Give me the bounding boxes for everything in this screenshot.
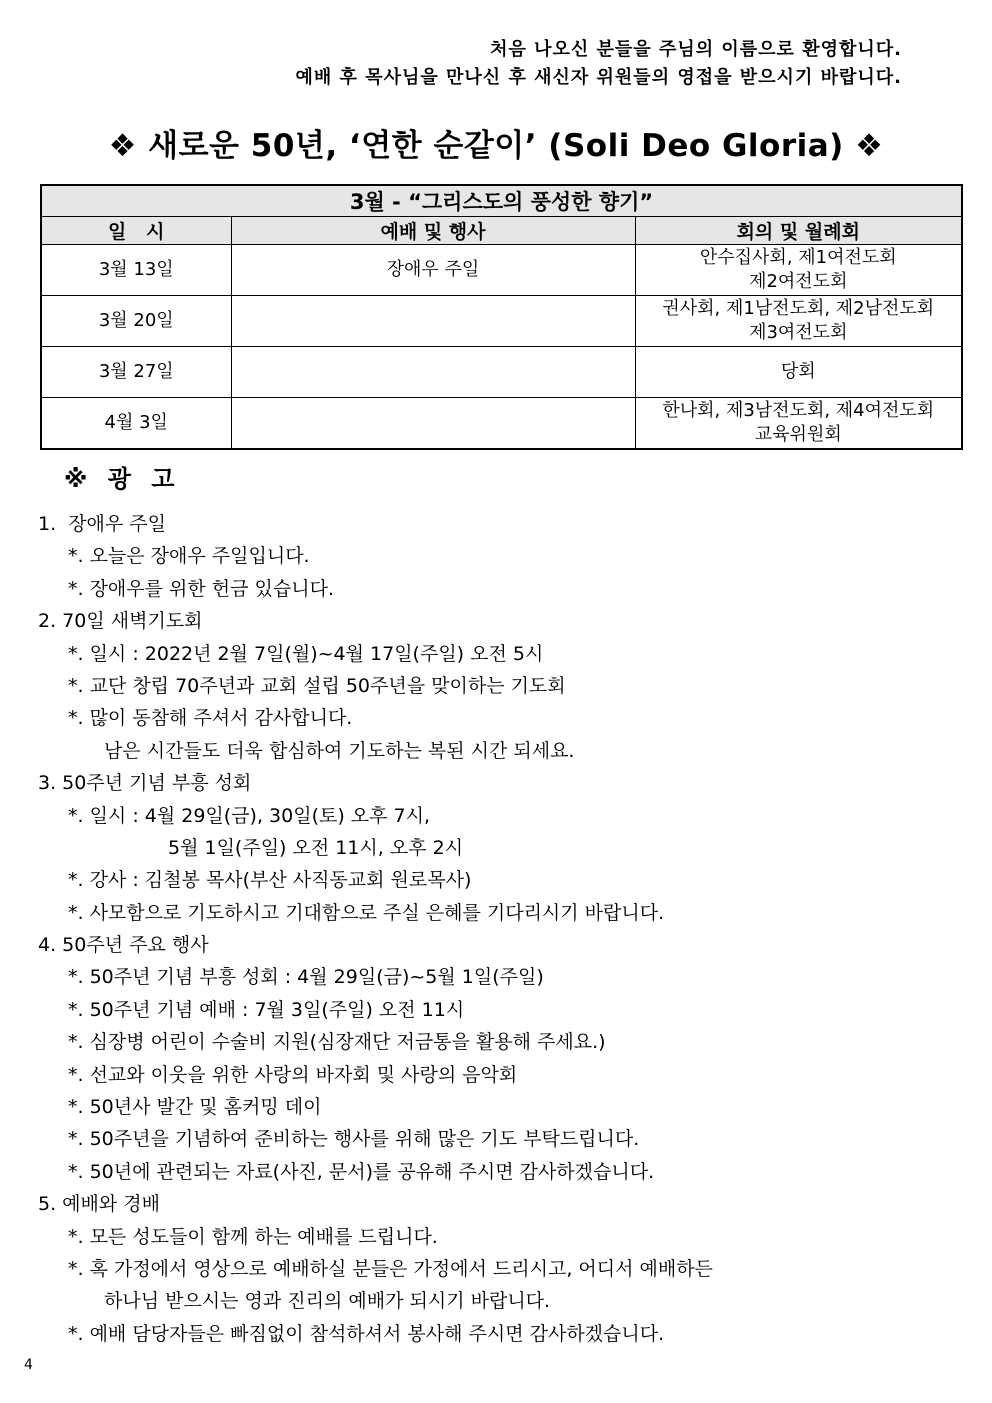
announcement-item: *. 일시 : 2022년 2월 7일(월)~4월 17일(주일) 오전 5시 [68, 642, 544, 665]
welcome-line-2: 예배 후 목사님을 만나신 후 새신자 위원들의 영접을 받으시기 바랍니다. [295, 67, 902, 88]
announcement-item: *. 사모함으로 기도하시고 기대함으로 주실 은혜를 기다리시기 바랍니다. [68, 901, 665, 924]
row-meeting [635, 347, 962, 398]
schedule-table [40, 184, 963, 450]
header-event: 예배 및 행사 [231, 217, 635, 245]
row-meeting-line-2: 제3여전도회 [749, 322, 848, 343]
page-title: ❖ 새로운 50년, ‘연한 순같이’ (Soli Deo Gloria) ❖ [108, 128, 884, 164]
announcement-item: *. 오늘은 장애우 주일입니다. [68, 545, 310, 568]
row-event [231, 398, 635, 450]
announcement-item: *. 교단 창립 70주년과 교회 설립 50주년을 맞이하는 기도회 [68, 674, 566, 697]
row-date: 4월 3일 [41, 398, 231, 450]
announcement-item: *. 심장병 어린이 수술비 지원(심장재단 저금통을 활용해 주세요.) [68, 1031, 606, 1054]
header-date: 일 시 [41, 217, 231, 245]
announcements-heading: ※ 광 고 [64, 465, 181, 493]
row-meeting [635, 398, 962, 450]
announcement-item-continued: 하나님 받으시는 영과 진리의 예배가 되시기 바랍니다. [104, 1290, 551, 1313]
schedule-caption-row [41, 185, 962, 217]
announcement-item: *. 선교와 이웃을 위한 사랑의 바자회 및 사랑의 음악회 [68, 1063, 518, 1086]
announcement-heading-4: 4. 50주년 주요 행사 [38, 934, 209, 957]
announcement-item: *. 많이 동참해 주셔서 감사합니다. [68, 707, 353, 730]
announcement-item: *. 혹 가정에서 영상으로 예배하실 분들은 가정에서 드리시고, 어디서 예배하든 [68, 1257, 713, 1280]
row-meeting-line-1: 안수집사회, 제1여전도회 [699, 247, 897, 268]
table-row [41, 245, 962, 296]
welcome-line-1: 처음 나오신 분들을 주님의 이름으로 환영합니다. [490, 39, 902, 60]
table-row [41, 296, 962, 347]
row-meeting [635, 296, 962, 347]
row-meeting-line-2: 교육위원회 [754, 424, 842, 445]
row-meeting-line-1: 한나회, 제3남전도회, 제4여전도회 [662, 400, 935, 421]
row-event [231, 296, 635, 347]
announcement-heading-2: 2. 70일 새벽기도회 [38, 610, 203, 633]
announcement-item: *. 50주년 기념 예배 : 7월 3일(주일) 오전 11시 [68, 998, 465, 1021]
row-event: 장애우 주일 [231, 245, 635, 296]
page-number: 4 [24, 1357, 33, 1373]
row-meeting-line-1: 권사회, 제1남전도회, 제2남전도회 [662, 298, 935, 319]
announcement-item: *. 50주년을 기념하여 준비하는 행사를 위해 많은 기도 부탁드립니다. [68, 1128, 640, 1151]
announcement-item: *. 모든 성도들이 함께 하는 예배를 드립니다. [68, 1225, 438, 1248]
announcement-item-continued: 남은 시간들도 더욱 합심하여 기도하는 복된 시간 되세요. [104, 739, 575, 762]
row-date: 3월 13일 [41, 245, 231, 296]
announcement-heading-3: 3. 50주년 기념 부흥 성회 [38, 772, 252, 795]
row-meeting [635, 245, 962, 296]
header-meeting: 회의 및 월례회 [635, 217, 962, 245]
announcement-item: *. 50년사 발간 및 홈커밍 데이 [68, 1096, 322, 1119]
announcement-item: *. 강사 : 김철봉 목사(부산 사직동교회 원로목사) [68, 869, 472, 892]
row-meeting-line-1: 당회 [780, 361, 816, 382]
table-row [41, 347, 962, 398]
announcements-list [38, 508, 968, 1350]
announcement-heading-5: 5. 예배와 경배 [38, 1193, 160, 1216]
schedule-header-row [41, 217, 962, 245]
announcement-item: *. 예배 담당자들은 빠짐없이 참석하셔서 봉사해 주시면 감사하겠습니다. [68, 1322, 665, 1345]
announcement-item: *. 50주년 기념 부흥 성회 : 4월 29일(금)~5월 1일(주일) [68, 966, 544, 989]
announcement-heading-1: 1. 장애우 주일 [38, 513, 167, 535]
row-event [231, 347, 635, 398]
announcement-item: *. 50년에 관련되는 자료(사진, 문서)를 공유해 주시면 감사하겠습니다. [68, 1160, 655, 1183]
table-row [41, 398, 962, 450]
row-date: 3월 27일 [41, 347, 231, 398]
welcome-message [296, 36, 903, 92]
row-date: 3월 20일 [41, 296, 231, 347]
announcement-item-continued: 5월 1일(주일) 오전 11시, 오후 2시 [168, 836, 464, 859]
schedule-caption: 3월 - “그리스도의 풍성한 향기” [41, 185, 962, 217]
row-meeting-line-2: 제2여전도회 [749, 271, 848, 292]
announcement-item: *. 장애우를 위한 헌금 있습니다. [68, 577, 334, 600]
announcement-item: *. 일시 : 4월 29일(금), 30일(토) 오후 7시, [68, 804, 431, 827]
